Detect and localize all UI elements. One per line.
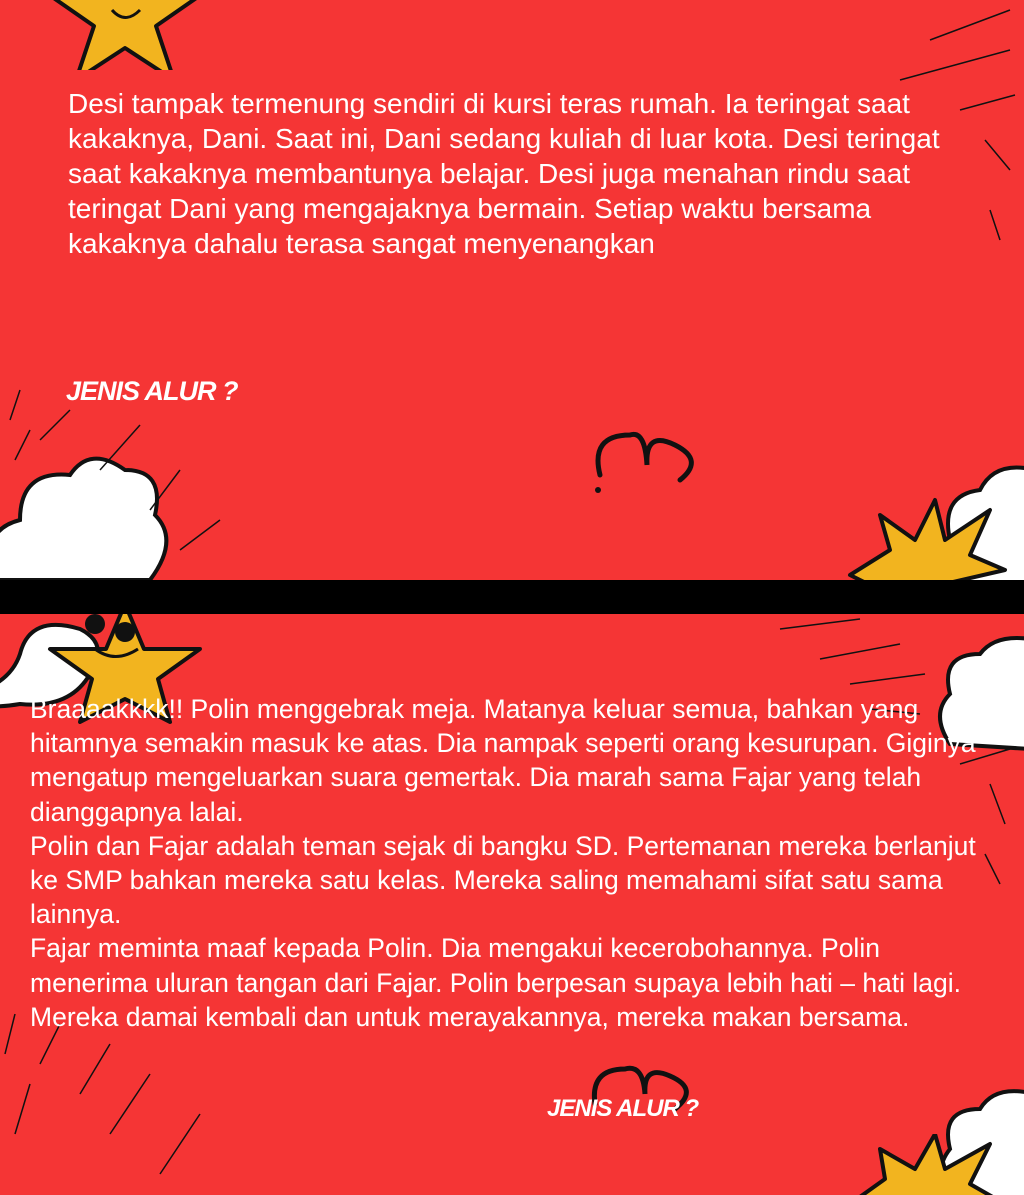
question-label-bottom: JENIS ALUR ?	[547, 1095, 699, 1122]
story-text-bottom: Braaaakkkk!! Polin menggebrak meja. Matanya keluar semua, bahkan yang hitamnya semakin masuk ke atas. Dia nampak seperti orang kesurupan. Giginya mengatup mengeluarkan suara gemertak. Dia marah sama Fajar yang telah dianggapnya lalai. Polin dan Fajar adalah teman sejak di bangku SD. Pertemanan mereka berlanjut ke SMP bahkan mereka satu kelas. Mereka saling memahami sifat satu sama lainnya. Fajar meminta maaf kepada Polin. Dia mengakui kecerobohannya. Polin menerima uluran tangan dari Fajar. Polin berpesan supaya lebih hati – hati lagi. Mereka damai kembali dan untuk merayakannya, mereka makan bersama.	[30, 694, 976, 1032]
question-label-top: JENIS ALUR ?	[66, 376, 238, 406]
panel-divider	[0, 580, 1024, 614]
story-text-top: Desi tampak termenung sendiri di kursi teras rumah. Ia teringat saat kakaknya, Dani. Saat ini, Dani sedang kuliah di luar kota. Desi teringat saat kakaknya membantunya belajar. Desi juga menahan rindu saat teringat Dani yang mengajaknya bermain. Setiap waktu bersama kakaknya dahalu terasa sangat menyenangkan	[68, 88, 940, 259]
slide-panel-top	[0, 0, 1024, 580]
